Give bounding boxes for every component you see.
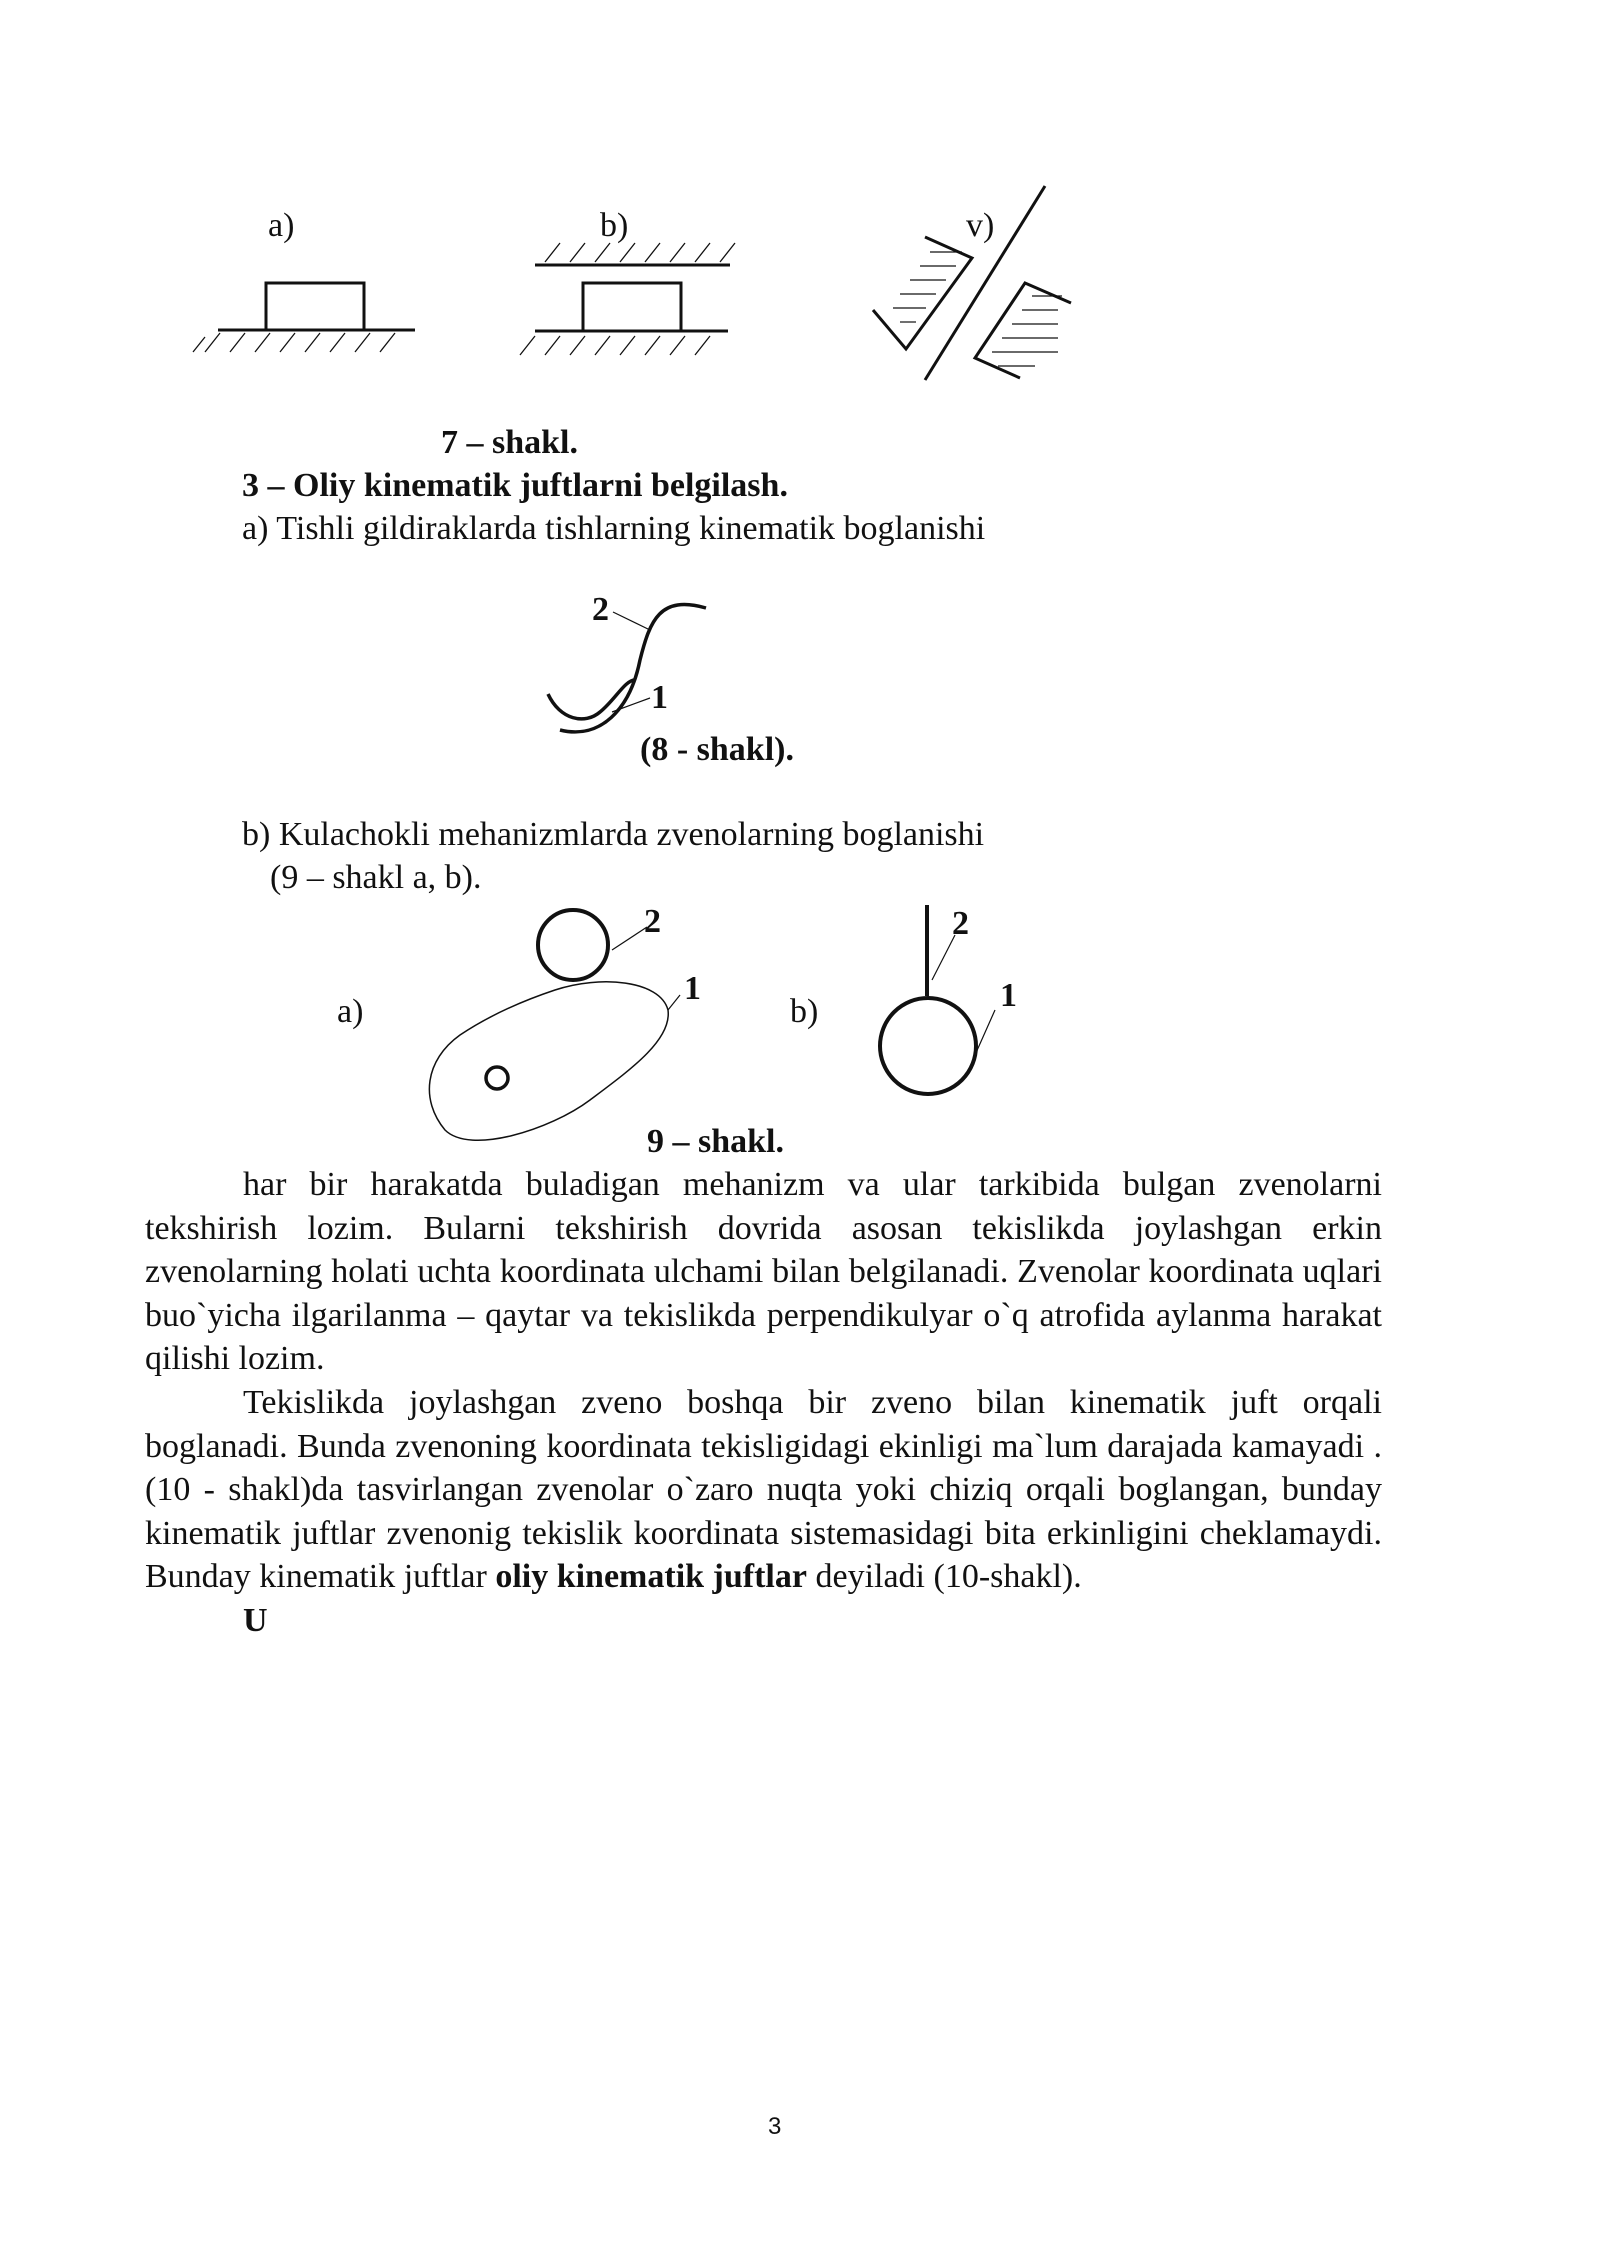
fig9a-pivot: [486, 1067, 508, 1089]
fig9a-cam: [429, 982, 668, 1140]
para2-bold-term: oliy kinematik juftlar: [495, 1558, 807, 1596]
fig9-caption: 9 – shakl.: [647, 1123, 784, 1160]
section-heading: 3 – Oliy kinematik juftlarni belgilash.: [242, 467, 788, 504]
fig9b-cam: [880, 998, 976, 1094]
fig9b-label-2: 2: [952, 905, 969, 942]
item-a-text: a) Tishli gildiraklarda tishlarning kinematik boglanishi: [242, 510, 986, 547]
body-last-letter: U: [243, 1601, 268, 1639]
fig9b-label-1: 1: [1000, 977, 1017, 1014]
item-b-line1: b) Kulachokli mehanizmlarda zvenolarning boglanishi: [242, 816, 985, 853]
fig7-label-b: b): [600, 207, 629, 244]
fig9a-leader-1: [668, 995, 680, 1010]
body-text: [145, 1163, 1382, 1643]
fig7-label-v: v): [966, 207, 995, 244]
fig9-label-b: b): [790, 993, 819, 1030]
fig7-label-a: a): [268, 207, 295, 244]
fig9-label-a: a): [337, 993, 364, 1030]
page-number: 3: [768, 2113, 782, 2140]
fig9a-label-1: 1: [684, 970, 701, 1007]
body-paragraph-2: [145, 1381, 1382, 1599]
para2-text-start: Tekislikda joylashgan zveno boshqa bir zveno bilan kinematik juft orqali boglanadi. Bunda zvenoning koordinata tekisligidagi ekinligi ma`lum darajada kamayadi . (10 - shakl)da tasvirlangan zvenolar o`zaro nuqta yoki chiziq orqali boglangan, bunday kinematik juftlar zvenonig tekislik koordinata sistemasidagi bita erkinligini cheklamaydi. Bunday kinematik juftlar: [145, 1383, 1382, 1596]
body-paragraph-1: har bir harakatda buladigan mehanizm va ular tarkibida bulgan zvenolarni tekshirish lozim. Bularni tekshirish dovrida asosan tekislikda joylashgan erkin zvenolarning holati uchta koordinata ulchami bilan belgilanadi. Zvenolar koordinata uqlari buo`yicha ilgarilanma – qaytar va tekislikda perpendikulyar o`q atrofida aylanma harakat qilishi lozim.: [145, 1166, 1382, 1378]
fig9b-leader-1: [975, 1010, 995, 1055]
fig8-label-2: 2: [592, 591, 609, 628]
fig9a-label-2: 2: [644, 903, 661, 940]
item-b-line2: (9 – shakl a, b).: [270, 859, 482, 896]
fig9a-roller: [538, 910, 608, 980]
fig8-caption: (8 - shakl).: [640, 731, 794, 768]
fig7-caption: 7 – shakl.: [441, 424, 578, 461]
fig9a-leader-2: [612, 927, 647, 950]
para2-text-end: deyiladi (10-shakl).: [806, 1558, 1082, 1596]
fig8-label-1: 1: [651, 679, 668, 716]
